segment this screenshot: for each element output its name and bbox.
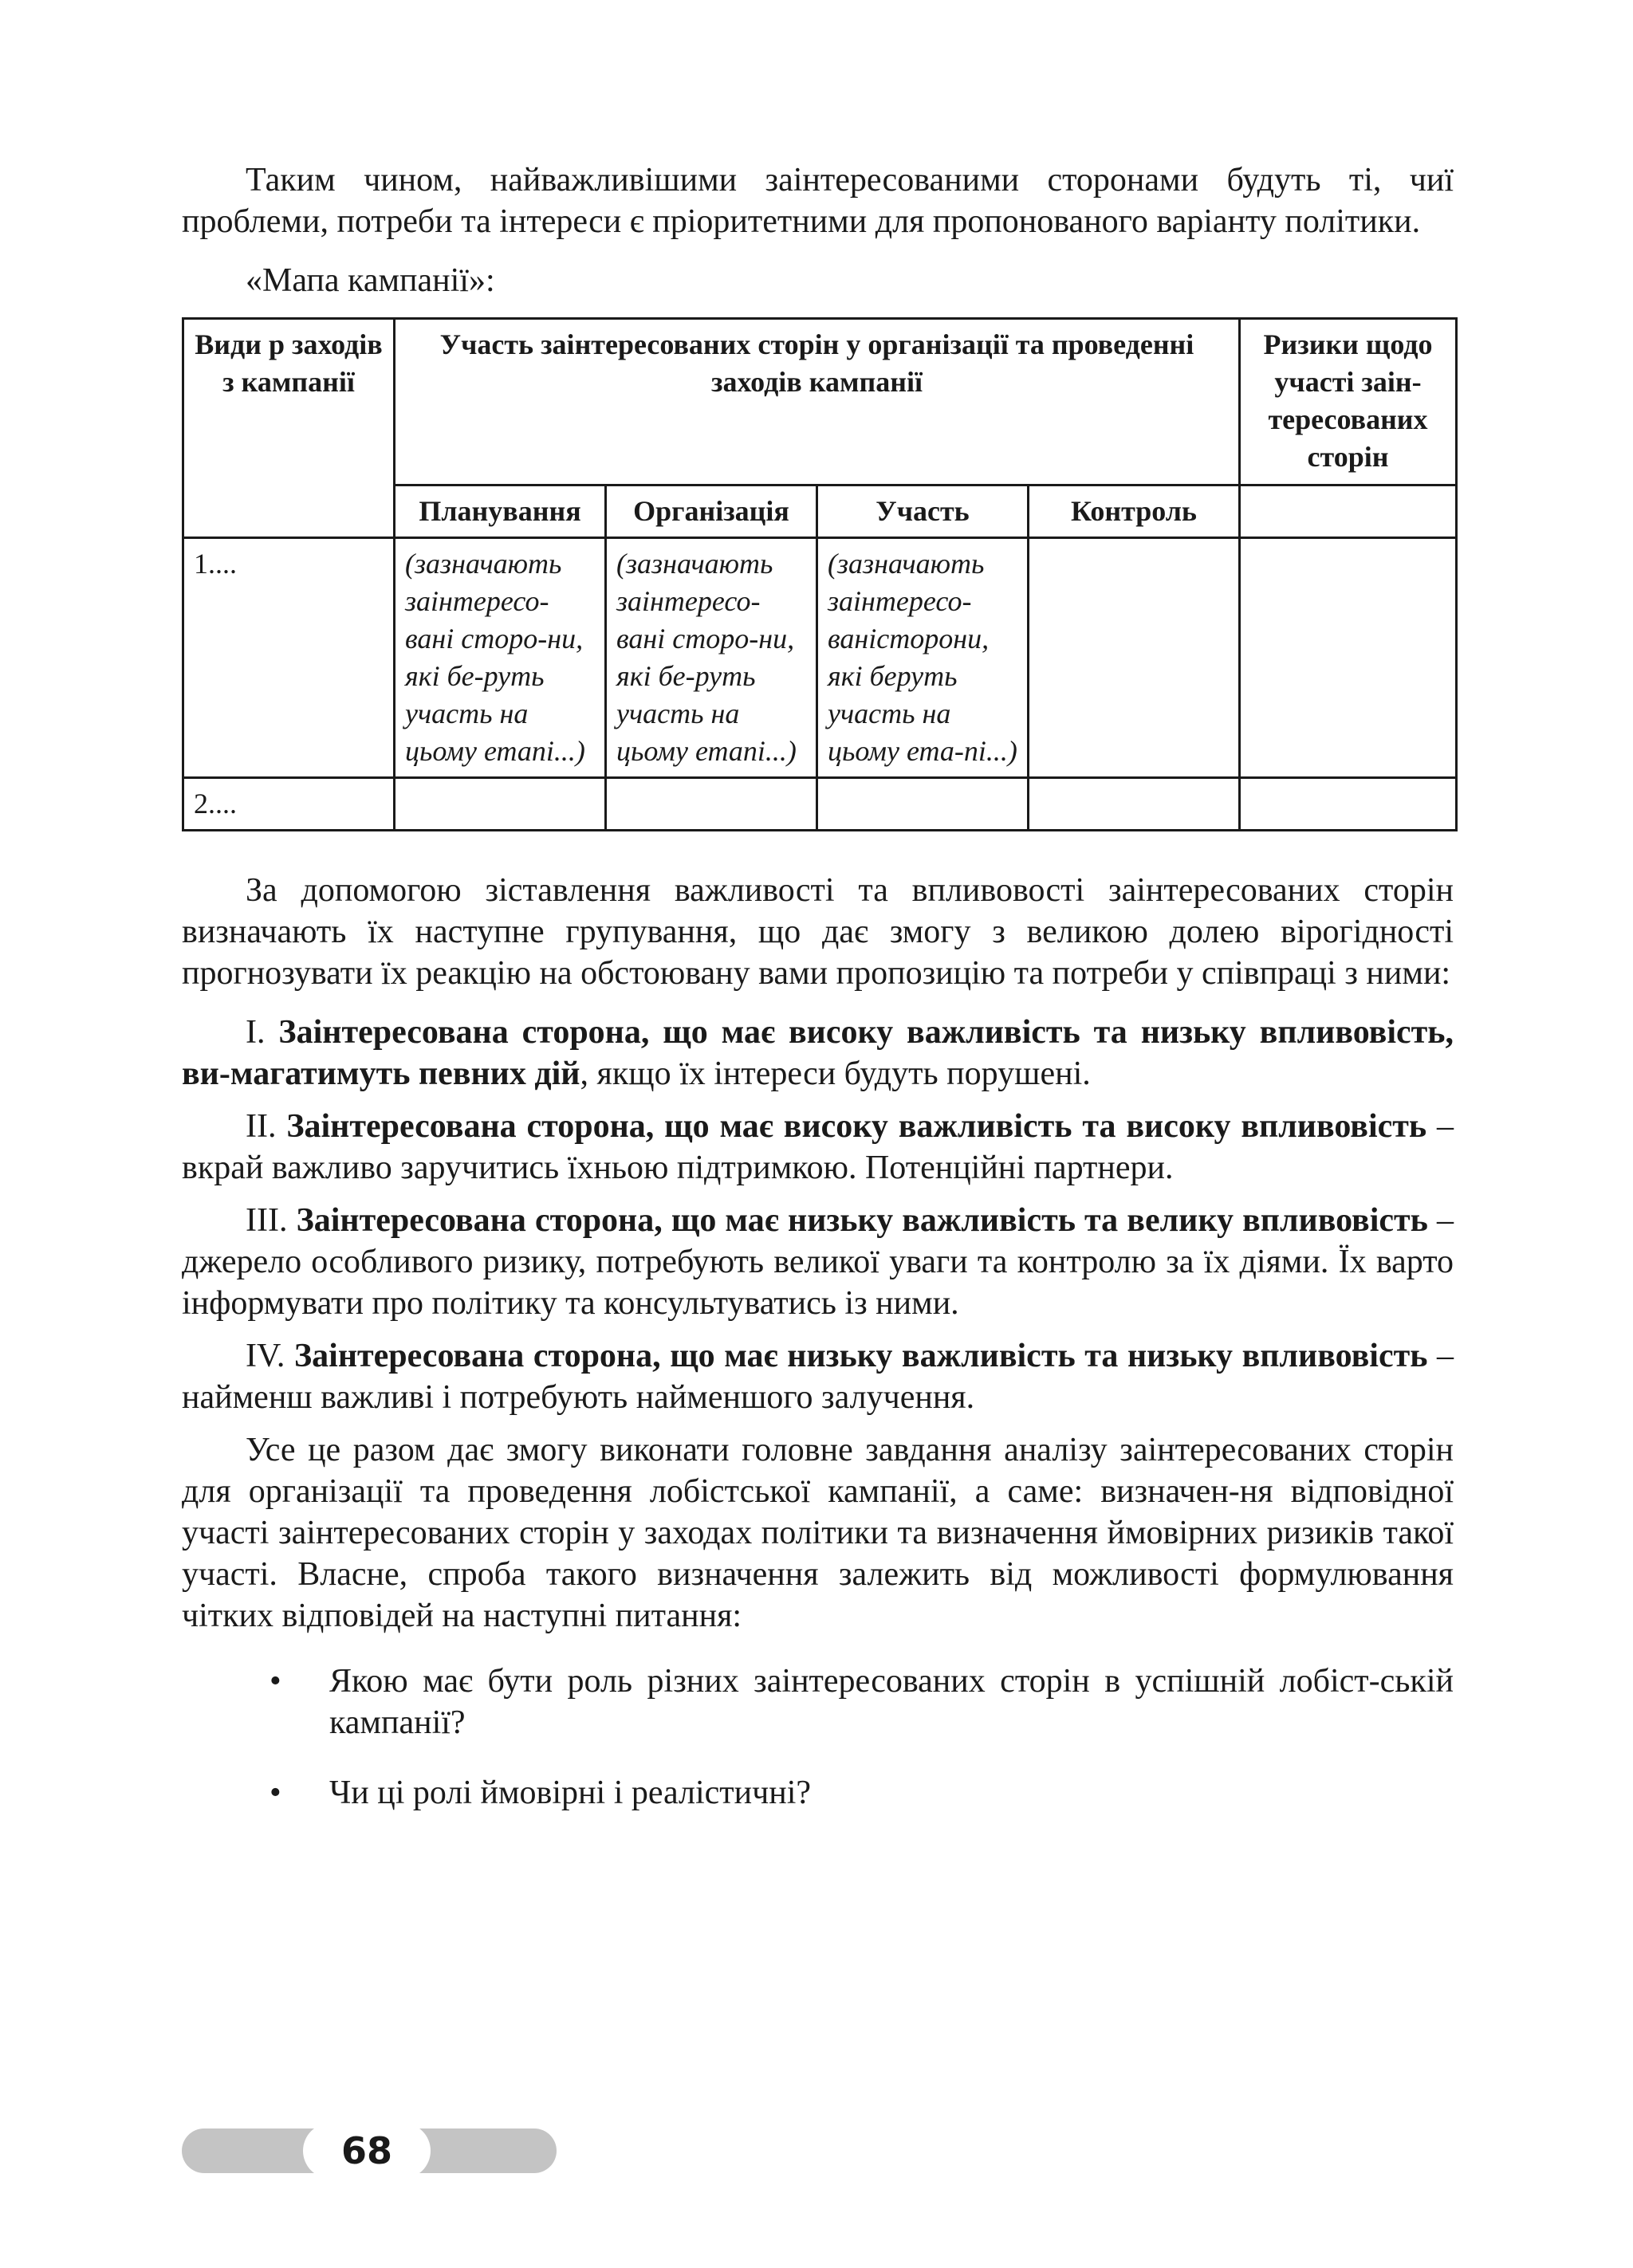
group-bold-text: Заінтересована сторона, що має низьку важливість та низьку впливовість <box>293 1338 1428 1374</box>
question-list <box>182 1661 1454 1814</box>
cell-control <box>1029 538 1240 778</box>
intro-paragraph: Таким чином, найважливішими заінтересованими сторонами будуть ті, чиї проблеми, потреби та інтереси є пріоритетними для пропонованого варіанту політики. <box>182 162 1454 240</box>
page-number: 68 <box>303 2123 431 2179</box>
map-label: «Мапа кампанії»: <box>246 262 495 299</box>
cell-risks <box>1240 778 1457 831</box>
subheader-organization: Організація <box>606 485 817 538</box>
subheader-planning: Планування <box>395 485 606 538</box>
cell-organization <box>606 778 817 831</box>
page-content <box>182 159 1454 1842</box>
cell-planning: (зазначають заінтересо-вані сторо-ни, які бе-руть участь на цьому етапі...) <box>395 538 606 778</box>
group-text: – вкрай важливо заручитись їхньою підтримкою. Потенційні партнери. <box>182 1108 1454 1186</box>
list-item-text: Якою має бути роль різних заінтересованих сторін в успішній лобіст-ській кампанії? <box>329 1663 1454 1741</box>
cell-risks <box>1240 538 1457 778</box>
cell-organization: (зазначають заінтересо-вані сторо-ни, які бе-руть участь на цьому етапі...) <box>606 538 817 778</box>
campaign-map-table <box>182 317 1458 831</box>
table-header-row <box>183 319 1457 485</box>
group-paragraph <box>182 1012 1454 1095</box>
group-number: III. <box>246 1202 288 1239</box>
group-bold-text: Заінтересована сторона, що має високу важливість та низьку впливовість, ви-магатимуть певних дій <box>182 1014 1454 1092</box>
cell-planning <box>395 778 606 831</box>
group-number: IV. <box>246 1338 285 1374</box>
bullet-icon: • <box>270 1775 281 1811</box>
header-risks: Ризики щодо участі заін-тересованих сторін <box>1240 319 1457 485</box>
row-label: 1.... <box>183 538 395 778</box>
group-number: II. <box>246 1108 277 1145</box>
group-number: I. <box>246 1014 266 1051</box>
table-row <box>183 778 1457 831</box>
group-paragraph <box>182 1106 1454 1189</box>
subheader-empty <box>1240 485 1457 538</box>
group-bold-text: Заінтересована сторона, що має низьку важливість та велику впливовість <box>296 1202 1428 1239</box>
header-participation: Участь заінтересованих сторін у організації та проведенні заходів кампанії <box>395 319 1240 485</box>
group-text: , якщо їх інтереси будуть порушені. <box>580 1055 1091 1092</box>
cell-participation <box>817 778 1029 831</box>
grouping-intro: За допомогою зіставлення важливості та впливовості заінтересованих сторін визначають їх наступне групування, що дає змогу з великою долею вірогідності прогнозувати їх реакцію на обстоювану вами пропозицію та потреби у співпраці з ними: <box>182 872 1454 992</box>
summary-paragraph: Усе це разом дає змогу виконати головне завдання аналізу заінтересованих сторін для організації та проведення лобістської кампанії, а саме: визначен-ня відповідної участі заінтересованих сторін у заходах політики та визначення ймовірних ризиків такої участі. Власне, спроба такого визначення залежить від можливості формулювання чітких відповідей на наступні питання: <box>182 1432 1454 1634</box>
cell-participation: (зазначають заінтересо-ваністорони, які беруть участь на цьому ета-пі...) <box>817 538 1029 778</box>
table-row <box>183 538 1457 778</box>
list-item <box>182 1661 1454 1743</box>
header-types: Види р заходів з кампанії <box>183 319 395 538</box>
group-bold-text: Заінтересована сторона, що має високу важливість та високу впливовість <box>286 1108 1427 1145</box>
list-item <box>182 1772 1454 1814</box>
group-paragraph <box>182 1335 1454 1418</box>
group-paragraph <box>182 1200 1454 1324</box>
subheader-participation: Участь <box>817 485 1029 538</box>
subheader-control: Контроль <box>1029 485 1240 538</box>
group-text: – джерело особливого ризику, потребують великої уваги та контролю за їх діями. Їх варто інформувати про політику та консультуватись із ними. <box>182 1202 1454 1322</box>
list-item-text: Чи ці ролі ймовірні і реалістичні? <box>329 1775 812 1811</box>
row-label: 2.... <box>183 778 395 831</box>
group-text: – найменш важливі і потребують найменшого залучення. <box>182 1338 1454 1416</box>
cell-control <box>1029 778 1240 831</box>
bullet-icon: • <box>270 1663 281 1700</box>
